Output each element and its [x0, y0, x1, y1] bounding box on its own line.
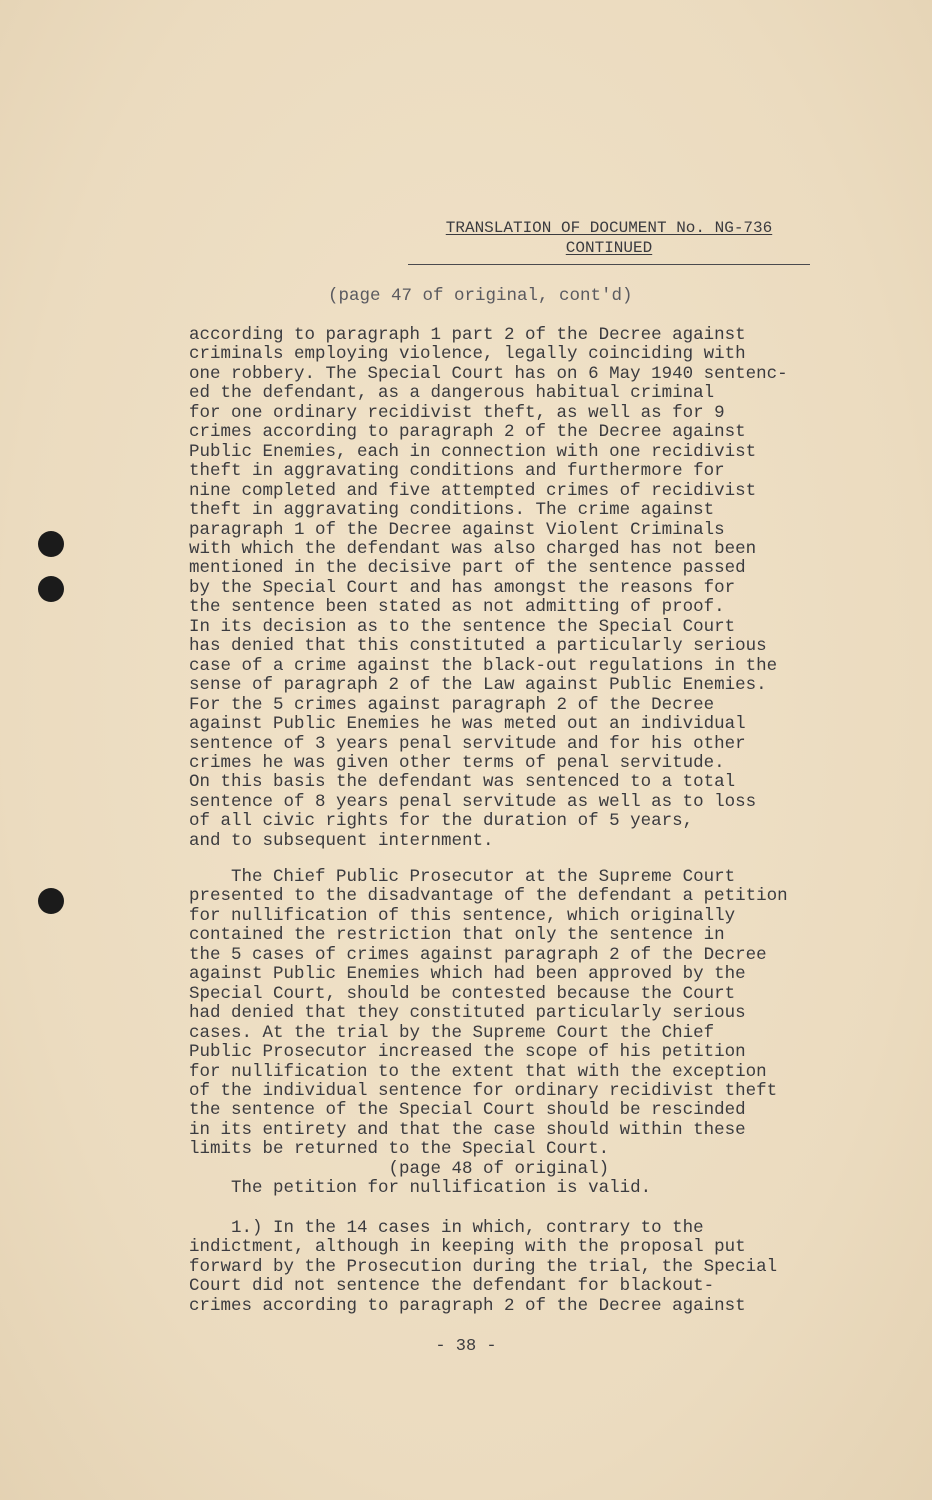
- text-line: paragraph 1 of the Decree against Violent Criminals: [189, 519, 725, 540]
- text-line: and to subsequent internment.: [189, 830, 494, 851]
- text-line: 1.) In the 14 cases in which, contrary to the: [189, 1218, 704, 1238]
- text-line: according to paragraph 1 part 2 of the Decree against: [189, 325, 746, 345]
- text-line: theft in aggravating conditions and furthermore for: [189, 461, 725, 482]
- text-line: contained the restriction that only the sentence in: [189, 925, 725, 946]
- text-line: the sentence of the Special Court should be rescinded: [189, 1100, 746, 1121]
- text-line: for one ordinary recidivist theft, as well as for 9: [189, 402, 725, 423]
- text-line: indictment, although in keeping with the proposal put: [189, 1237, 746, 1258]
- text-line: (page 48 of original): [189, 1158, 610, 1179]
- text-line: cases. At the trial by the Supreme Court the Chief: [189, 1022, 715, 1043]
- text-line: sense of paragraph 2 of the Law against Public Enemies.: [189, 675, 767, 696]
- text-line: has denied that this constituted a particularly serious: [189, 636, 767, 657]
- text-line: by the Special Court and has amongst the reasons for: [189, 577, 736, 598]
- text-line: On this basis the defendant was sentenced to a total: [189, 772, 736, 793]
- text-line: the 5 cases of crimes against paragraph 2 of the Decree: [189, 944, 767, 965]
- text-line: For the 5 crimes against paragraph 2 of the Decree: [189, 694, 715, 715]
- text-line: one robbery. The Special Court has on 6 May 1940 sentenc-: [189, 363, 788, 384]
- text-line: case of a crime against the black-out regulations in the: [189, 655, 778, 676]
- header-title: TRANSLATION OF DOCUMENT No. NG-736: [445, 219, 773, 237]
- text-line: Special Court, should be contested because the Court: [189, 983, 736, 1004]
- text-line: had denied that they constituted particularly serious: [189, 1003, 746, 1024]
- text-line: sentence of 8 years penal servitude as well as to loss: [189, 791, 757, 812]
- text-line: Court did not sentence the defendant for blackout-: [189, 1276, 715, 1297]
- punch-hole: [38, 531, 64, 557]
- paragraph-2: [189, 868, 869, 1199]
- text-line: Public Enemies, each in connection with one recidivist: [189, 441, 757, 462]
- text-line: mentioned in the decisive part of the sentence passed: [189, 558, 746, 579]
- text-line: of all civic rights for the duration of 5 years,: [189, 811, 694, 832]
- text-line: limits be returned to the Special Court.: [189, 1139, 610, 1160]
- header-rule: [408, 264, 810, 265]
- text-line: for nullification to the extent that with the exception: [189, 1061, 767, 1082]
- page-reference: (page 47 of original, cont'd): [328, 286, 633, 306]
- document-header: [408, 218, 810, 265]
- page-number: - 38 -: [435, 1337, 497, 1356]
- text-line: the sentence been stated as not admitting of proof.: [189, 597, 725, 618]
- paragraph-3: [189, 1219, 869, 1316]
- text-line: The petition for nullification is valid.: [189, 1178, 652, 1199]
- punch-hole: [38, 576, 64, 602]
- punch-hole: [38, 888, 64, 914]
- text-line: crimes according to paragraph 2 of the Decree against: [189, 1295, 746, 1316]
- text-line: crimes he was given other terms of penal servitude.: [189, 752, 725, 773]
- text-line: forward by the Prosecution during the trial, the Special: [189, 1256, 778, 1277]
- paragraph-1: [189, 326, 869, 851]
- text-line: with which the defendant was also charged has not been: [189, 538, 757, 559]
- text-line: In its decision as to the sentence the Special Court: [189, 616, 736, 637]
- text-line: criminals employing violence, legally coinciding with: [189, 344, 746, 365]
- text-line: in its entirety and that the case should within these: [189, 1119, 746, 1140]
- text-line: crimes according to paragraph 2 of the Decree against: [189, 422, 746, 443]
- text-line: against Public Enemies he was meted out an individual: [189, 714, 746, 735]
- text-line: ed the defendant, as a dangerous habitual criminal: [189, 383, 715, 404]
- text-line: Public Prosecutor increased the scope of his petition: [189, 1042, 746, 1063]
- text-line: of the individual sentence for ordinary recidivist theft: [189, 1080, 778, 1101]
- text-line: sentence of 3 years penal servitude and for his other: [189, 733, 746, 754]
- text-line: presented to the disadvantage of the defendant a petition: [189, 886, 788, 907]
- text-line: theft in aggravating conditions. The crime against: [189, 500, 715, 521]
- text-line: against Public Enemies which had been approved by the: [189, 964, 746, 985]
- text-line: The Chief Public Prosecutor at the Supreme Court: [189, 867, 736, 887]
- header-continued: CONTINUED: [565, 239, 653, 257]
- text-line: nine completed and five attempted crimes of recidivist: [189, 480, 757, 501]
- text-line: for nullification of this sentence, which originally: [189, 905, 736, 926]
